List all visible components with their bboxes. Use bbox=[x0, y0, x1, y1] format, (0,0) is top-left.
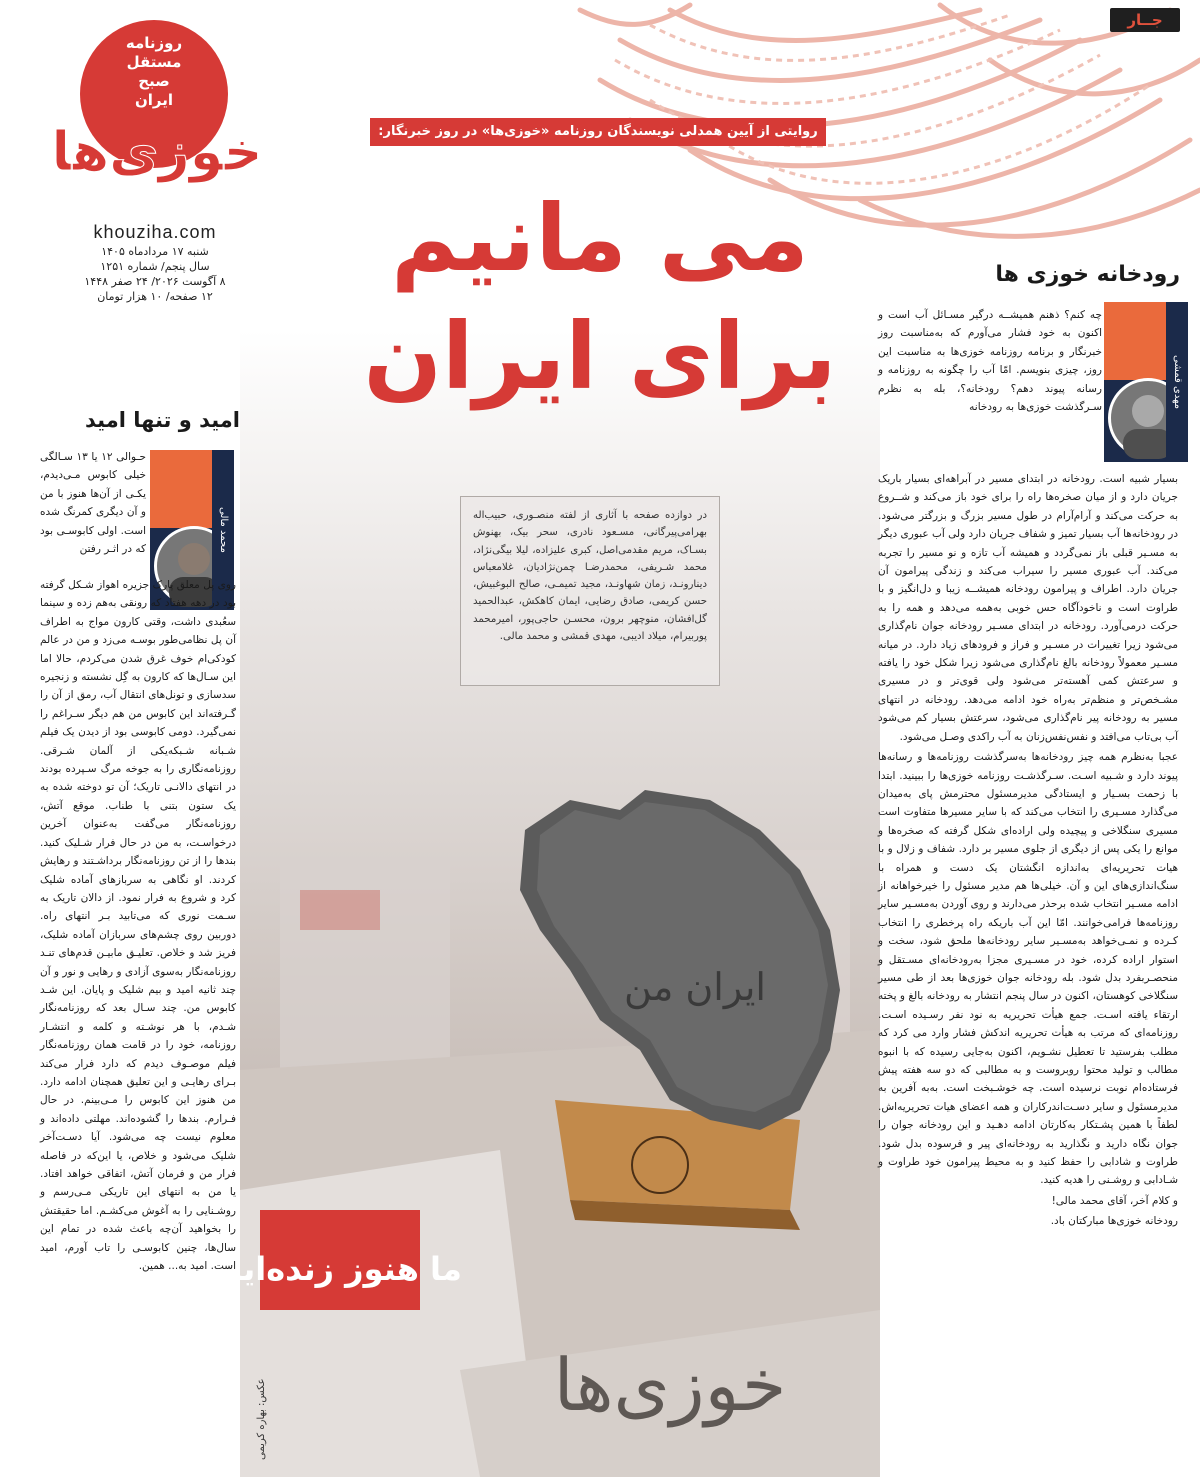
main-headline bbox=[330, 180, 870, 416]
article-paragraph: رودخانه خوزی‌ها مبارکتان باد. bbox=[1050, 1215, 1178, 1228]
photo-paper-masthead: خوزی‌ها bbox=[553, 1343, 787, 1427]
masthead bbox=[51, 20, 263, 195]
issue-info bbox=[75, 244, 235, 304]
issue-gregorian-date: ۸ آگوست ۲۰۲۶/ ۲۴ صفر ۱۴۴۸ bbox=[84, 275, 226, 288]
left-article-intro: حـوالی ۱۲ یا ۱۳ سـالگی خیلی کابوس مـی‌دیدم، یکـی از آن‌ها هنوز با من و آن دیگری کمرنگ شده است. اولی کابوسـی بود که در اثـر رفتن bbox=[40, 451, 146, 556]
left-article-title: امید و تنها امید bbox=[85, 408, 240, 432]
article-paragraph: روی پل معلق پارک جزیره اهواز شـکل گرفته بود در دهه هفتاد که رونقی به‌هم زده و سینما سعُبدی داشت، وقتی کارون مواج به اطراف آن پل نظامی‌طور بوسـه می‌زد و من در عالم کودکی‌ام خوف غرق شدن می‌کردم، حالا اما این سـال‌ها که کارون به گِل نشسته و زنجیره سدسازی و تونل‌های انتقال آب، رمق از آن را گـرفته‌اند این کابوس من هم دیگر سـراغم را نمی‌گیرد. دومی کابوسی بود از دیدن یک فیلم شـبانه شـبکه‌یکی از آلمان شـرقی. روزنامه‌نگاری را به جوخه مرگ سـپرده بودند در انتهای دالانـی تاریک؛ آن تو دوخته شده به یک ستون بتنی با طناب. موقع آتش، روزنامه‌نگار می‌گفت به‌عنوان آخرین درخواسـت، به من در حال فرار شـلیک کنید. بندها را از تن روزنامه‌نگار برداشـتند و رهایش کردند. او نگاهی به سربازهای آماده شلیک کرد و شروع به فرار نمود. از دالان تاریک به سـمت نوری که می‌تابید بـر انتهای راه. دوربین روی چشم‌های سربازان آماده شلیک، فریز شد و خلاص. تعلیـق مابیـن قدم‌های تنـد روزنامه‌نگار به‌سوی آزادی و رهایی و نور و آن چند ثانیه امید و بیم شلیک و پایان. این شـد کابوس من. چند سـال بعد که روزنامه‌نگار شـدم، با هر نوشـته و کلمه و انتشـار روزنامه، خود را در قامت همان روزنامه‌نگار فیلم موصـوف دیدم که دارد فرار می‌کند بـرای رهایـی و این تعلیق همچنان ادامه دارد. من هنوز این کابوس را مـی‌بینم. در حال فـرارم. بندها را گشوده‌اند. مهلتی داده‌اند و معلوم نیست چه می‌شود. آیا دسـت‌آخر شلیک می‌شود و خلاص، یا این‌که در فاصله فرار من و فرمان آتش، اتفاقی خواهد افتاد. یا من به انتهای این تاریکی مـی‌رسم و روشـنایی را به آغوش می‌کشـم. اما حقیقتش را بخواهید آن‌چه باعث شده در تمام این سال‌ها، چنین کابوسـی را تاب آورم، امید است. امید به... همین. bbox=[40, 579, 236, 1273]
right-author-portrait bbox=[1104, 302, 1188, 462]
masthead-line: ایران bbox=[134, 91, 174, 109]
website-url: khouziha.com bbox=[93, 222, 217, 242]
section-badge: جــار bbox=[1110, 8, 1180, 32]
article-paragraph: عجبا به‌نظرم همه چیز رودخانه‌ها به‌سرگذشت روزنامه‌ها و رسانه‌ها پیوند دارد و شـبیه اسـت. سـرگذشـت روزنامه خوزی‌ها را ببینید. ابتدا با زحمت بسـیار و ایستادگی مدیرمسئول محترمش پای به‌میدان می‌گذارد مسـیری را انتخاب می‌کند که با سایر مسیرها متفاوت است مسیری سنگلاخی و پیچیده ولی اراده‌ای شکل گرفته که صخره‌ها و موانع را یکی پس از دیگری از جلوی مسیر بر دارد. شفاف و زلال و با هیات تحریریه‌ای به‌اندازه انگشتان یک دست و همراه با سنگ‌اندازی‌های این و آن. خیلی‌ها هم مدیر مسئول را خیرخواهانه از ادامه مسـیر انتخاب شده برحذر می‌دارند و روی آوردن به‌مسـیر سایر روزنامه‌ها فرامی‌خوانند. امّا این آب باریکه راه پرخطری را انتخاب کـرده و نمـی‌خواهد به‌مسـیر سایر رودخانه‌ها ملحق شود، سخت و استوار اراده کرده، خود در مسـیری مجزا به‌رودخانه‌ای مسـتقل و منحصـربفرد بدل شود. بله رودخانه جوان خوزی‌ها بعد از طی مسیر سنگلاخی کوهستان، اکنون در سال پنجم انتشار به رودخانه بالغ و پخته ارتقاء یافته اسـت. جمع هیأت تحریریه به نود نفر رسـیده اسـت. روزنامه‌ای که مرتب به هیأت تحریریه اندکش فشار وارد می کرد که مطلب بفرستید تا تعطیل نشـویم، اکنون به‌جایی رسیده که با انبوه مطالب و تولید محتوا روبروست و به مطالبی که دو سه هفته پیش فرستاده‌ام نوبت نرسیده است. چه خوشـبخت است. به‌به آفرین به مدیرمسئول و سایر دسـت‌اندرکاران و همه اعضای هیات تحریریه‌اش. لطفاً با همین پشـتکار به‌کارتان ادامه دهـید و این رودخانه جوان را جوان نگاه دارید و نگذارید به رودخانه‌ای پیر و فرسوده بدل شود. طراوت و شادابی را حفظ کنید و به محیط پیرامون خود طراوت و شـادابی و روشـنی را هدیه کنید. bbox=[878, 751, 1178, 1187]
headline-line-1: می مانیم bbox=[391, 185, 809, 292]
issue-price: ۱۲ صفحه/ ۱۰ هزار تومان bbox=[97, 290, 213, 303]
masthead-line: روزنامه bbox=[125, 34, 183, 52]
right-article-body bbox=[878, 470, 1178, 1233]
issue-number: سال پنجم/ شماره ۱۲۵۱ bbox=[100, 260, 210, 273]
masthead-line: صبح bbox=[138, 72, 170, 90]
headline-line-2: برای ایران bbox=[363, 303, 837, 410]
masthead-line: مستقل bbox=[126, 53, 182, 71]
headline-kicker: روایتی از آیین همدلی نویسندگان روزنامه «خوزی‌ها» در روز خبرنگار: bbox=[370, 118, 826, 146]
svg-text:خوزی‌ها: خوزی‌ها bbox=[51, 120, 263, 183]
author-name: محمد مالی bbox=[212, 450, 234, 610]
right-article-intro: چه کنم؟ ذهنم همیشــه درگیر مسـائل آب است و اکنون به خود فشار می‌آورم که به‌مناسبت روز خبرنگار و برنامه روزنامه خوزی‌ها به مناسبت این روز، چیزی بنویسم. امّا آب را چگونه به روزنامه و رسانه پیوند دهم؟ رودخانه؟، بله به نظرم سـرگذشت خوزی‌ها به رودخانه bbox=[878, 309, 1102, 414]
right-article-title: رودخانه خوزی ها bbox=[995, 262, 1180, 287]
left-article-body bbox=[40, 576, 236, 1277]
masthead-tagline bbox=[94, 34, 214, 110]
photo-paper-headline: ما هنوز زنده‌ایم bbox=[218, 1250, 462, 1288]
author-name: مهدی قمشی bbox=[1166, 302, 1188, 462]
article-paragraph: و کلام آخر، آقای محمد مالی! bbox=[1051, 1194, 1178, 1207]
sculpture-caption: ایران من bbox=[624, 965, 766, 1009]
issue-date: شنبه ۱۷ مرداد‌ماه ۱۴۰۵ bbox=[101, 245, 209, 258]
article-paragraph: بسیار شبیه است. رودخانه در ابتدای مسیر در آبراهه‌ای بسیار باریک جریان دارد و از میان صخره‌ها راه را برای خود باز می‌کند و شــروع به حرکت می‌کند و آرام‌آرام در طول مسیر بزرگ و بزرگتر می‌شود. در رودخانه‌ها آب بسیار تمیز و شفاف جریان دارد ولی آب عبوری دیگر به مسـیر قبلی باز نمی‌گردد و همیشه آب تازه و نو مسیر را تجربه می‌کند. آب عبوری مسیر را سیراب می‌کند و زندگی پیرامون آن جریان دارد. اطراف و پیرامون رودخانه همیشــه زیبا و دل‌انگیز و با طراوت است و ناخودآگاه حس خوبی به‌همه می‌دهد و همه را به حرکت درمی‌آورد. رودخانه در ابتدای مسـیر رودخانه جوان نام‌گذاری می‌شود زیرا تغییرات در مسـیر و فراز و فرودهای زیاد دارد. در میانه مسـیر معمولاً رودخانه بالغ نام‌گذاری می‌شود زیرا شکل خود را یافته و سرعتش کمی آهسته‌تر می‌شود ولی قوی‌تر و در مسیری مشـخص‌تر و منظم‌تر به‌راه خود ادامه می‌دهد. رودخانه در انتهای مسیر به رودخانه پیر نام‌گذاری می‌شود، سرعتش بسیار کم می‌شود آب بی‌تاب می‌افتد و نفس‌نفس‌زنان به آب راکدی وصـل می‌شود. bbox=[878, 473, 1178, 743]
photo-credit: عکس: بهاره کریمی bbox=[256, 1378, 267, 1460]
newspaper-logo bbox=[51, 100, 263, 190]
contributors-box: در دوازده صفحه با آثاری از لفته منصـوری، حبیب‌اله بهرامی‌پیرگانی، مسـعود نادری، سحر بیک، بهنوش بسـاک، مریم مقدمی‌اصل، کبری علیزاده، لیلا بیگی‌نژاد، محمد شـریفی، محمدرضـا چمن‌نژادیان، غلامعباس دینارونـد، زمان شهاونـد، مجید تمیمـی، صالح البوغبیش، حسن کریمی، صادق رضایی، ایمان کاهکش، عبدالحمید گل‌افشان، منوچهر برون، محسـن حاجی‌پور، امیرمحمد پوربیرام، میلاد ادیبی، مهدی قمشی و محمد مالی. bbox=[460, 496, 720, 686]
